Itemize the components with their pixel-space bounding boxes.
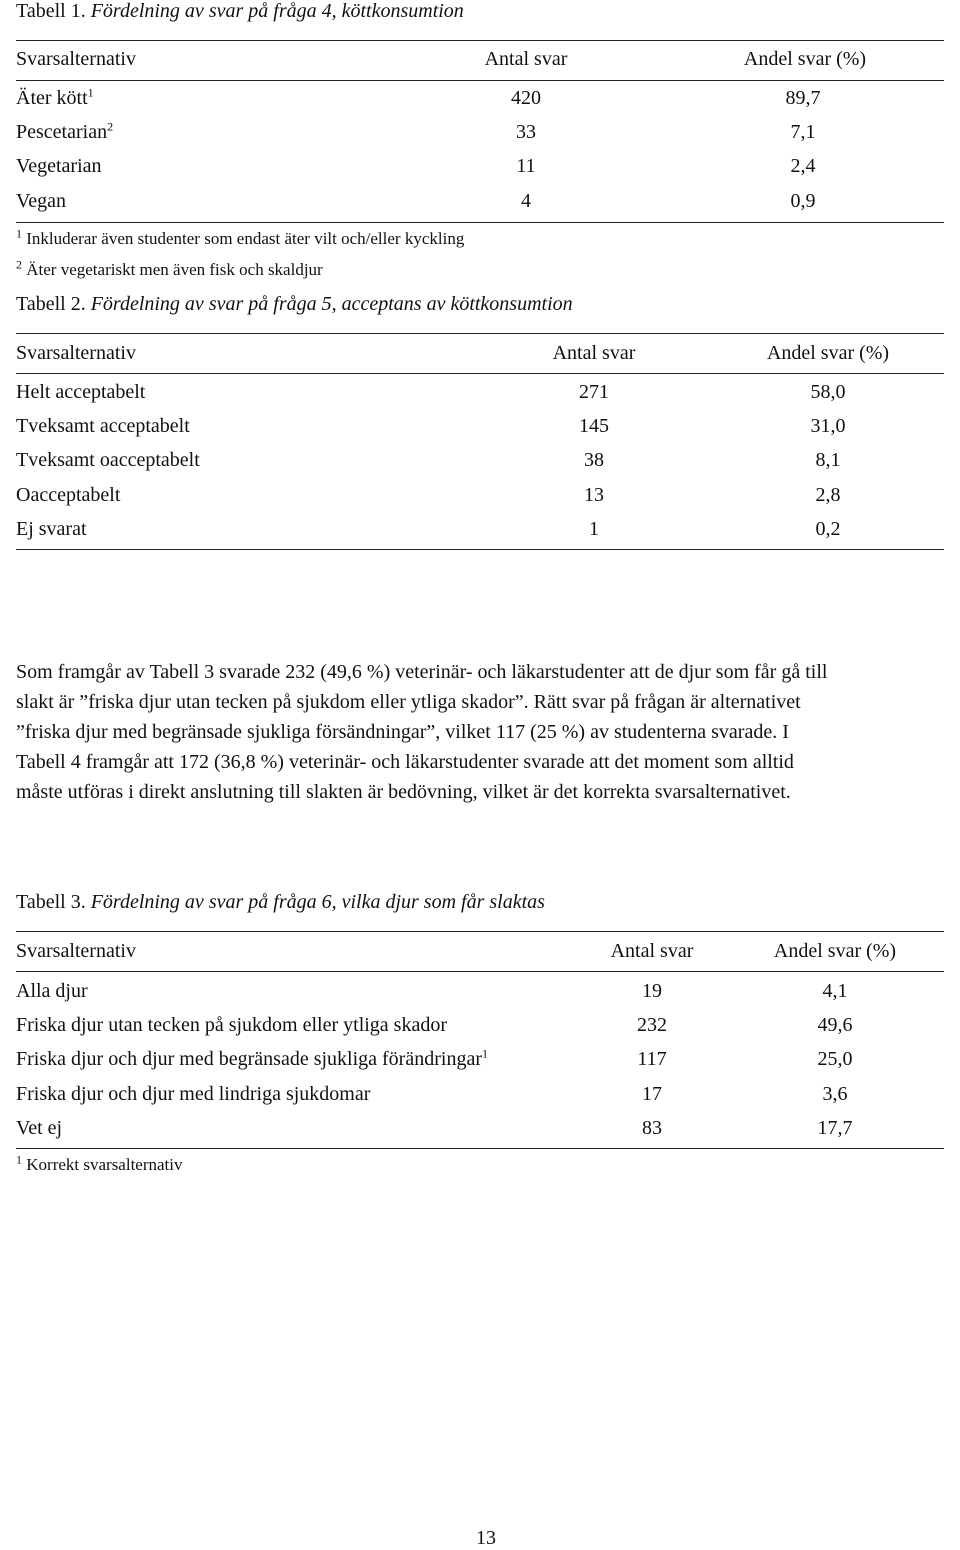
table3-header-rule (16, 971, 944, 972)
paragraph-line: måste utföras i direkt anslutning till slakten är bedövning, vilket är det korrekta svarsalternativet. (16, 781, 791, 803)
table-row-share: 58,0 (810, 381, 846, 403)
table-row-label: Alla djur (16, 980, 88, 1002)
table-row-count: 4 (521, 190, 531, 212)
table-row-share: 3,6 (822, 1083, 848, 1105)
table-row-label: Vegan (16, 190, 66, 212)
page-number: 13 (476, 1527, 496, 1549)
table-row-share: 8,1 (815, 449, 841, 471)
table-row-label: Friska djur utan tecken på sjukdom eller ytliga skador (16, 1014, 448, 1036)
table-row-share: 2,8 (815, 484, 841, 506)
table2-caption-title: Fördelning av svar på fråga 5, acceptans av köttkonsumtion (90, 293, 573, 315)
table-row-share: 31,0 (810, 415, 846, 437)
table3-bottom-rule (16, 1148, 944, 1149)
table1-caption (16, 0, 464, 23)
paragraph-line: Tabell 4 framgår att 172 (36,8 %) veterinär- och läkarstudenter svarade att det moment som alltid (16, 751, 794, 773)
table-row-share: 0,9 (790, 190, 816, 212)
table3-header-count: Antal svar (610, 940, 694, 962)
table2-caption (16, 293, 573, 316)
table-row-label: Oacceptabelt (16, 484, 121, 506)
table1-footnote-1: $^1$ Inkluderar även studenter som endast äter vilt och/eller kyckling (16, 226, 465, 248)
table-row-count: 1 (589, 518, 599, 540)
table-row-count: 19 (642, 980, 662, 1002)
table1-header-count: Antal svar (484, 48, 568, 70)
table-row-count: 420 (511, 87, 541, 109)
paragraph-line: slakt är ”friska djur utan tecken på sjukdom eller ytliga skador”. Rätt svar på frågan är alternativet (16, 691, 801, 713)
table2-caption-prefix: Tabell 2. (16, 293, 86, 315)
table-row-label: Friska djur och djur med begränsade sjukliga förändringar$^1$ (16, 1046, 488, 1070)
table2-header-count: Antal svar (552, 342, 636, 364)
table-row-share: 4,1 (822, 980, 848, 1002)
table3-caption (16, 891, 545, 914)
table-row-count: 232 (637, 1014, 667, 1036)
table-row-label: Tveksamt acceptabelt (16, 415, 190, 437)
table1-footnote-2: $^2$ Äter vegetariskt men även fisk och skaldjur (16, 257, 323, 279)
table-row-label: Friska djur och djur med lindriga sjukdomar (16, 1083, 371, 1105)
table-row-share: 25,0 (817, 1048, 853, 1070)
table-row-label: Helt acceptabelt (16, 381, 146, 403)
table1-bottom-rule (16, 222, 944, 223)
table3-caption-title: Fördelning av svar på fråga 6, vilka djur som får slaktas (90, 891, 545, 913)
table-row-count: 271 (579, 381, 609, 403)
table-row-label: Vet ej (16, 1117, 63, 1139)
table1-caption-title: Fördelning av svar på fråga 4, köttkonsumtion (90, 0, 464, 22)
table2-header-share: Andel svar (%) (766, 342, 890, 364)
table-row-share: 0,2 (815, 518, 841, 540)
table1-header-rule (16, 80, 944, 81)
table2-bottom-rule (16, 549, 944, 550)
table-row-count: 13 (584, 484, 604, 506)
table-row-label: Tveksamt oacceptabelt (16, 449, 200, 471)
table-row-share: 2,4 (790, 155, 816, 177)
table3-footnote-1: $^1$ Korrekt svarsalternativ (16, 1152, 183, 1174)
paragraph-line: ”friska djur med begränsade sjukliga försändningar”, vilket 117 (25 %) av studenterna svarade. I (16, 721, 789, 743)
table-row-share: 49,6 (817, 1014, 853, 1036)
table1-header-option: Svarsalternativ (16, 48, 136, 70)
table-row-count: 145 (579, 415, 609, 437)
table-row-count: 38 (584, 449, 604, 471)
table2-top-rule (16, 333, 944, 334)
table-row-share: 89,7 (785, 87, 821, 109)
table1-caption-prefix: Tabell 1. (16, 0, 86, 22)
table-row-label: Äter kött$^1$ (16, 85, 94, 109)
table1-header-share: Andel svar (%) (743, 48, 867, 70)
table3-top-rule (16, 931, 944, 932)
table1-top-rule (16, 40, 944, 41)
table2-header-rule (16, 373, 944, 374)
table-row-count: 83 (642, 1117, 662, 1139)
paragraph-line: Som framgår av Tabell 3 svarade 232 (49,6 %) veterinär- och läkarstudenter att de djur som får gå till (16, 661, 828, 683)
table2-header-option: Svarsalternativ (16, 342, 136, 364)
table-row-count: 17 (642, 1083, 662, 1105)
table-row-count: 117 (637, 1048, 667, 1070)
table3-header-share: Andel svar (%) (773, 940, 897, 962)
table-row-label: Pescetarian$^2$ (16, 119, 114, 143)
table-row-label: Vegetarian (16, 155, 102, 177)
table-row-share: 17,7 (817, 1117, 853, 1139)
table-row-share: 7,1 (790, 121, 816, 143)
table3-caption-prefix: Tabell 3. (16, 891, 86, 913)
table-row-count: 11 (516, 155, 536, 177)
table3-header-option: Svarsalternativ (16, 940, 136, 962)
table-row-label: Ej svarat (16, 518, 87, 540)
table-row-count: 33 (516, 121, 536, 143)
